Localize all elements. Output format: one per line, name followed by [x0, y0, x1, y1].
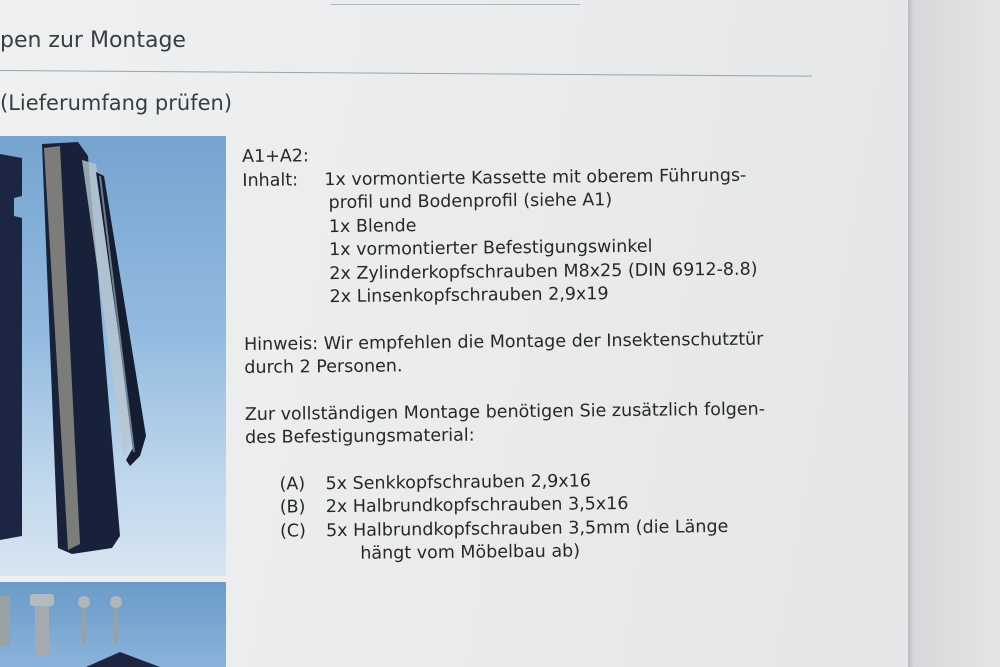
contents-line: 1x Blende [328, 215, 417, 237]
dark-part [86, 652, 160, 667]
material-key: (C) [279, 520, 307, 542]
screw-icon [0, 596, 10, 646]
materials-intro-line: Zur vollständigen Montage benötigen Sie zusätzlich folgen- [244, 399, 766, 425]
contents-line: profil und Bodenprofil (siehe A1) [328, 190, 613, 214]
product-photo-screws [0, 582, 226, 667]
heading-divider [0, 70, 812, 77]
material-text: 2x Halbrundkopfschrauben 3,5x16 [325, 493, 629, 518]
material-text: 5x Halbrundkopfschrauben 3,5mm (die Länge [325, 516, 729, 541]
subsection-heading: (Lieferumfang prüfen) [0, 91, 233, 115]
screw-icon [78, 596, 90, 608]
material-text: 5x Senkkopfschrauben 2,9x16 [325, 470, 592, 494]
screw-icon [35, 606, 49, 656]
note-line: Hinweis: Wir empfehlen die Montage der Insektenschutztür [243, 329, 764, 355]
contents-line: 1x vormontierte Kassette mit oberem Führungs- [324, 165, 747, 190]
product-photo-profiles [0, 136, 226, 576]
reference-label: A1+A2: [242, 146, 309, 167]
contents-text [242, 140, 846, 568]
background-surface [914, 0, 1000, 667]
profile-illustration [0, 136, 226, 576]
contents-line: 2x Linsenkopfschrauben 2,9x19 [329, 284, 609, 308]
screws-illustration [0, 582, 226, 667]
material-continuation: hängt vom Möbelbau ab) [360, 541, 581, 564]
material-key: (B) [279, 497, 306, 518]
screw-icon [110, 596, 122, 608]
materials-intro-line: des Befestigungsmaterial: [244, 425, 475, 448]
note-line: durch 2 Personen. [244, 356, 403, 378]
left-profile [0, 154, 22, 540]
section-heading: pen zur Montage [0, 28, 186, 53]
material-key: (A) [279, 473, 306, 495]
contents-line: 2x Zylinderkopfschrauben M8x25 (DIN 6912-8.8) [329, 259, 758, 284]
screw-icon [30, 594, 54, 606]
contents-label: Inhalt: [242, 169, 299, 191]
contents-line: 1x vormontierter Befestigungswinkel [328, 236, 653, 261]
top-divider [330, 4, 580, 5]
